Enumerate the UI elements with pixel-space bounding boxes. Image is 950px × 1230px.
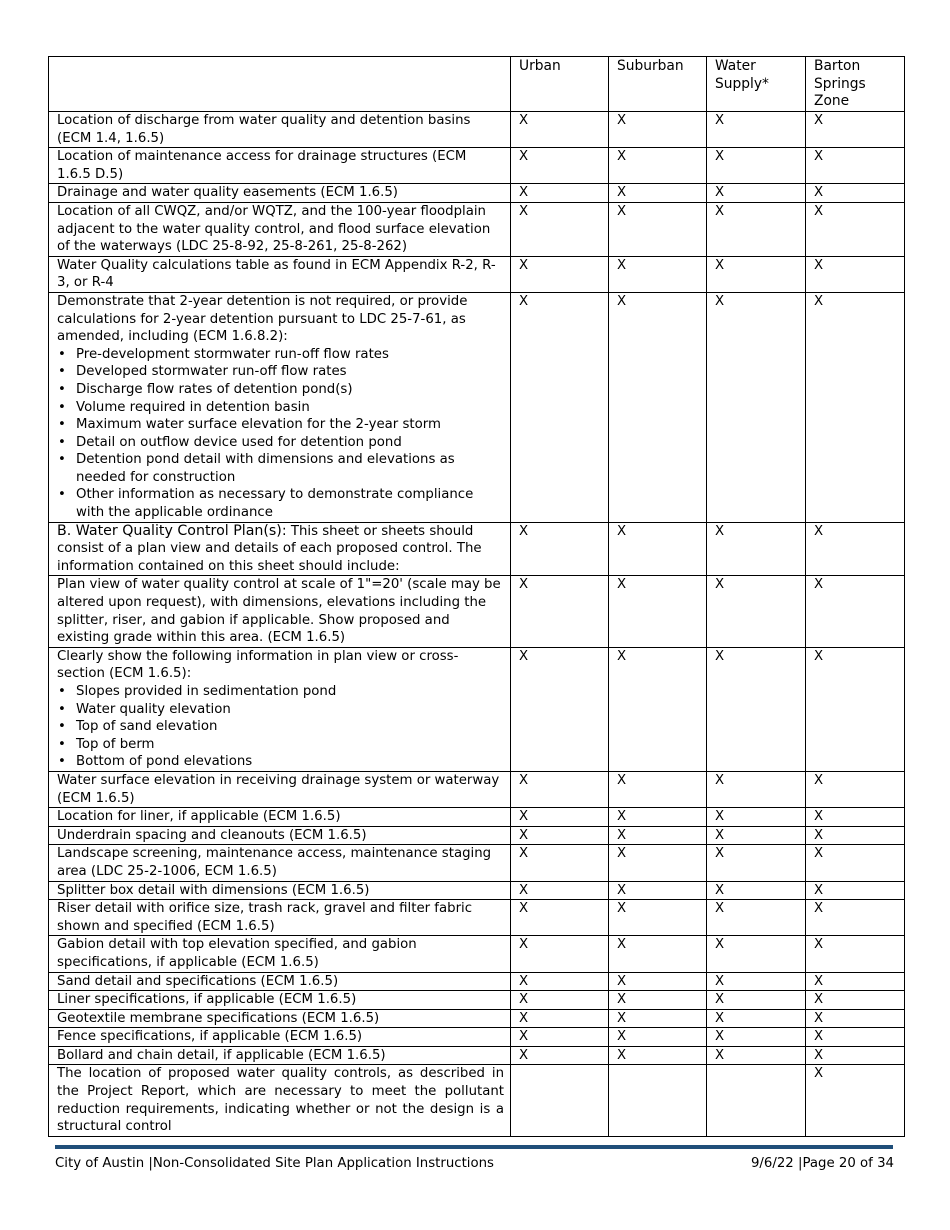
header-description — [49, 57, 511, 112]
requirement-description — [49, 972, 511, 991]
requirement-bullet-list — [57, 683, 504, 771]
mark-suburban: X — [609, 1009, 707, 1028]
header-barton-springs-zone: Barton Springs Zone — [806, 57, 905, 112]
requirement-text: Demonstrate that 2-year detention is not required, or provide calculations for 2-year detention pursuant to LDC 25-7-61, as amended, including (ECM 1.6.8.2): — [57, 293, 468, 345]
requirement-text: Location of all CWQZ, and/or WQTZ, and the 100-year floodplain adjacent to the water quality control, and flood surface elevation of the waterways (LDC 25-8-92, 25-8-261, 25-8-262) — [57, 203, 491, 255]
list-item: • Developed stormwater run-off flow rates — [57, 363, 504, 381]
list-item: • Detail on outflow device used for detention pond — [57, 434, 504, 452]
requirement-description — [49, 936, 511, 972]
table-row — [49, 826, 905, 845]
mark-urban: X — [511, 826, 609, 845]
footer-document-title: City of Austin |Non-Consolidated Site Plan Application Instructions — [55, 1156, 494, 1171]
requirement-text: Location of maintenance access for drainage structures (ECM 1.6.5 D.5) — [57, 149, 467, 182]
requirement-text: Splitter box detail with dimensions (ECM 1.6.5) — [57, 882, 370, 898]
requirement-text: Landscape screening, maintenance access, maintenance staging area (LDC 25-2-1006, ECM 1.6.5) — [57, 846, 492, 879]
mark-water-supply: X — [707, 202, 806, 256]
mark-water-supply — [707, 1065, 806, 1136]
mark-urban: X — [511, 900, 609, 936]
mark-urban: X — [511, 292, 609, 522]
mark-water-supply: X — [707, 771, 806, 807]
mark-suburban: X — [609, 900, 707, 936]
requirement-text: Geotextile membrane specifications (ECM 1.6.5) — [57, 1010, 380, 1026]
mark-water-supply: X — [707, 845, 806, 881]
mark-water-supply: X — [707, 148, 806, 184]
requirement-description — [49, 1046, 511, 1065]
mark-water-supply: X — [707, 1046, 806, 1065]
list-item: • Top of sand elevation — [57, 718, 504, 736]
mark-water-supply: X — [707, 972, 806, 991]
table-row — [49, 972, 905, 991]
mark-barton-springs-zone: X — [806, 1028, 905, 1047]
mark-urban: X — [511, 881, 609, 900]
mark-urban: X — [511, 1028, 609, 1047]
mark-suburban: X — [609, 881, 707, 900]
requirement-description — [49, 292, 511, 522]
requirement-description — [49, 991, 511, 1010]
mark-water-supply: X — [707, 184, 806, 203]
requirement-text: Clearly show the following information in plan view or cross-section (ECM 1.6.5): — [57, 648, 459, 682]
requirement-description — [49, 1009, 511, 1028]
list-item: • Bottom of pond elevations — [57, 753, 504, 771]
mark-urban: X — [511, 112, 609, 148]
mark-barton-springs-zone: X — [806, 881, 905, 900]
mark-barton-springs-zone: X — [806, 647, 905, 771]
mark-water-supply: X — [707, 826, 806, 845]
requirement-description — [49, 112, 511, 148]
list-item: • Volume required in detention basin — [57, 399, 504, 417]
mark-suburban: X — [609, 256, 707, 292]
requirement-text: Plan view of water quality control at scale of 1"=20' (scale may be altered upon request), with dimensions, elevations including the splitter, riser, and gabion if applicable. Show proposed and existing grade within this area. (ECM 1.6.5) — [57, 577, 501, 646]
requirement-text: The location of proposed water quality controls, as described in the Project Report, which are necessary to meet the pollutant reduction requirements, indicating whether or not the design is a structural control — [57, 1066, 504, 1135]
mark-barton-springs-zone: X — [806, 522, 905, 576]
mark-barton-springs-zone: X — [806, 845, 905, 881]
mark-water-supply: X — [707, 522, 806, 576]
mark-urban: X — [511, 647, 609, 771]
requirement-description — [49, 576, 511, 647]
mark-water-supply: X — [707, 808, 806, 827]
mark-urban: X — [511, 771, 609, 807]
mark-water-supply: X — [707, 647, 806, 771]
mark-water-supply: X — [707, 936, 806, 972]
table-row — [49, 991, 905, 1010]
table-row — [49, 900, 905, 936]
mark-urban: X — [511, 972, 609, 991]
requirement-description — [49, 826, 511, 845]
requirement-text: Water Quality calculations table as found in ECM Appendix R-2, R-3, or R-4 — [57, 257, 496, 291]
requirement-text: Water surface elevation in receiving drainage system or waterway (ECM 1.6.5) — [57, 772, 500, 806]
mark-barton-springs-zone: X — [806, 112, 905, 148]
requirement-text: Location for liner, if applicable (ECM 1.6.5) — [57, 809, 341, 825]
requirement-description — [49, 1065, 511, 1136]
list-item: • Maximum water surface elevation for the 2-year storm — [57, 416, 504, 434]
table-row — [49, 1028, 905, 1047]
requirement-description — [49, 771, 511, 807]
mark-water-supply: X — [707, 1028, 806, 1047]
mark-urban: X — [511, 576, 609, 647]
list-item: • Other information as necessary to demonstrate compliance with the applicable ordinance — [57, 486, 504, 521]
mark-urban — [511, 1065, 609, 1136]
mark-barton-springs-zone: X — [806, 900, 905, 936]
table-row — [49, 576, 905, 647]
requirement-text: Sand detail and specifications (ECM 1.6.5) — [57, 973, 339, 989]
requirement-description — [49, 881, 511, 900]
mark-barton-springs-zone: X — [806, 808, 905, 827]
requirement-text: Drainage and water quality easements (ECM 1.6.5) — [57, 185, 398, 201]
list-item: • Water quality elevation — [57, 701, 504, 719]
mark-suburban: X — [609, 184, 707, 203]
mark-barton-springs-zone: X — [806, 256, 905, 292]
requirement-text: Fence specifications, if applicable (ECM 1.6.5) — [57, 1029, 363, 1045]
mark-barton-springs-zone: X — [806, 972, 905, 991]
section-heading: B. Water Quality Control Plan(s): — [57, 522, 287, 539]
table-row — [49, 256, 905, 292]
table-row — [49, 771, 905, 807]
table-row — [49, 292, 905, 522]
requirement-text: Bollard and chain detail, if applicable (ECM 1.6.5) — [57, 1047, 386, 1063]
mark-urban: X — [511, 936, 609, 972]
mark-suburban: X — [609, 202, 707, 256]
mark-barton-springs-zone: X — [806, 936, 905, 972]
mark-suburban: X — [609, 647, 707, 771]
requirement-text: This sheet or sheets should consist of a plan view and details of each proposed control. The information contained on this sheet should include: — [57, 523, 482, 574]
table-row — [49, 647, 905, 771]
mark-urban: X — [511, 148, 609, 184]
mark-suburban: X — [609, 576, 707, 647]
mark-suburban — [609, 1065, 707, 1136]
table-row — [49, 1046, 905, 1065]
requirement-text: Gabion detail with top elevation specified, and gabion specifications, if applicable (ECM 1.6.5) — [57, 937, 417, 970]
table-row — [49, 845, 905, 881]
requirement-text: Location of discharge from water quality and detention basins (ECM 1.4, 1.6.5) — [57, 113, 471, 146]
mark-suburban: X — [609, 972, 707, 991]
table-body — [49, 112, 905, 1137]
table-row — [49, 936, 905, 972]
requirement-description — [49, 845, 511, 881]
mark-barton-springs-zone: X — [806, 576, 905, 647]
mark-urban: X — [511, 845, 609, 881]
mark-barton-springs-zone: X — [806, 1009, 905, 1028]
mark-suburban: X — [609, 148, 707, 184]
list-item: • Slopes provided in sedimentation pond — [57, 683, 504, 701]
mark-suburban: X — [609, 771, 707, 807]
mark-barton-springs-zone: X — [806, 148, 905, 184]
mark-barton-springs-zone: X — [806, 991, 905, 1010]
table-row — [49, 184, 905, 203]
header-suburban: Suburban — [609, 57, 707, 112]
mark-barton-springs-zone: X — [806, 292, 905, 522]
requirement-bullet-list — [57, 346, 504, 522]
list-item: • Discharge flow rates of detention pond(s) — [57, 381, 504, 399]
mark-water-supply: X — [707, 991, 806, 1010]
mark-suburban: X — [609, 1028, 707, 1047]
requirement-description — [49, 647, 511, 771]
mark-urban: X — [511, 991, 609, 1010]
mark-barton-springs-zone: X — [806, 202, 905, 256]
header-row — [49, 57, 905, 112]
mark-water-supply: X — [707, 256, 806, 292]
mark-suburban: X — [609, 522, 707, 576]
mark-barton-springs-zone: X — [806, 1065, 905, 1136]
mark-urban: X — [511, 808, 609, 827]
mark-water-supply: X — [707, 900, 806, 936]
list-item: • Top of berm — [57, 736, 504, 754]
mark-suburban: X — [609, 826, 707, 845]
mark-suburban: X — [609, 936, 707, 972]
table-row — [49, 522, 905, 576]
requirement-description — [49, 184, 511, 203]
mark-water-supply: X — [707, 1009, 806, 1028]
requirement-text: Underdrain spacing and cleanouts (ECM 1.6.5) — [57, 827, 367, 843]
table-row — [49, 202, 905, 256]
table-row — [49, 881, 905, 900]
requirement-text: Liner specifications, if applicable (ECM 1.6.5) — [57, 992, 357, 1008]
mark-urban: X — [511, 202, 609, 256]
footer-rule — [55, 1145, 893, 1149]
header-water-supply: Water Supply* — [707, 57, 806, 112]
mark-water-supply: X — [707, 292, 806, 522]
requirement-text: Riser detail with orifice size, trash rack, gravel and filter fabric shown and specified (ECM 1.6.5) — [57, 901, 473, 934]
requirement-description — [49, 900, 511, 936]
mark-suburban: X — [609, 1046, 707, 1065]
mark-suburban: X — [609, 292, 707, 522]
requirement-description — [49, 148, 511, 184]
list-item: • Detention pond detail with dimensions and elevations as needed for construction — [57, 451, 504, 486]
list-item: • Pre-development stormwater run-off flow rates — [57, 346, 504, 364]
requirement-description — [49, 202, 511, 256]
mark-suburban: X — [609, 112, 707, 148]
mark-urban: X — [511, 522, 609, 576]
mark-barton-springs-zone: X — [806, 1046, 905, 1065]
mark-water-supply: X — [707, 576, 806, 647]
table-row — [49, 112, 905, 148]
mark-water-supply: X — [707, 112, 806, 148]
header-urban: Urban — [511, 57, 609, 112]
requirement-description — [49, 808, 511, 827]
mark-suburban: X — [609, 808, 707, 827]
mark-suburban: X — [609, 845, 707, 881]
table-row — [49, 148, 905, 184]
requirements-table — [48, 56, 905, 1137]
mark-water-supply: X — [707, 881, 806, 900]
table-row — [49, 1009, 905, 1028]
mark-suburban: X — [609, 991, 707, 1010]
table-row — [49, 1065, 905, 1136]
mark-barton-springs-zone: X — [806, 826, 905, 845]
mark-urban: X — [511, 184, 609, 203]
table-row — [49, 808, 905, 827]
footer-page-number: 9/6/22 |Page 20 of 34 — [750, 1156, 894, 1171]
requirement-description — [49, 1028, 511, 1047]
mark-barton-springs-zone: X — [806, 771, 905, 807]
requirement-description — [49, 522, 511, 576]
mark-urban: X — [511, 1009, 609, 1028]
mark-urban: X — [511, 1046, 609, 1065]
mark-barton-springs-zone: X — [806, 184, 905, 203]
requirement-description — [49, 256, 511, 292]
mark-urban: X — [511, 256, 609, 292]
